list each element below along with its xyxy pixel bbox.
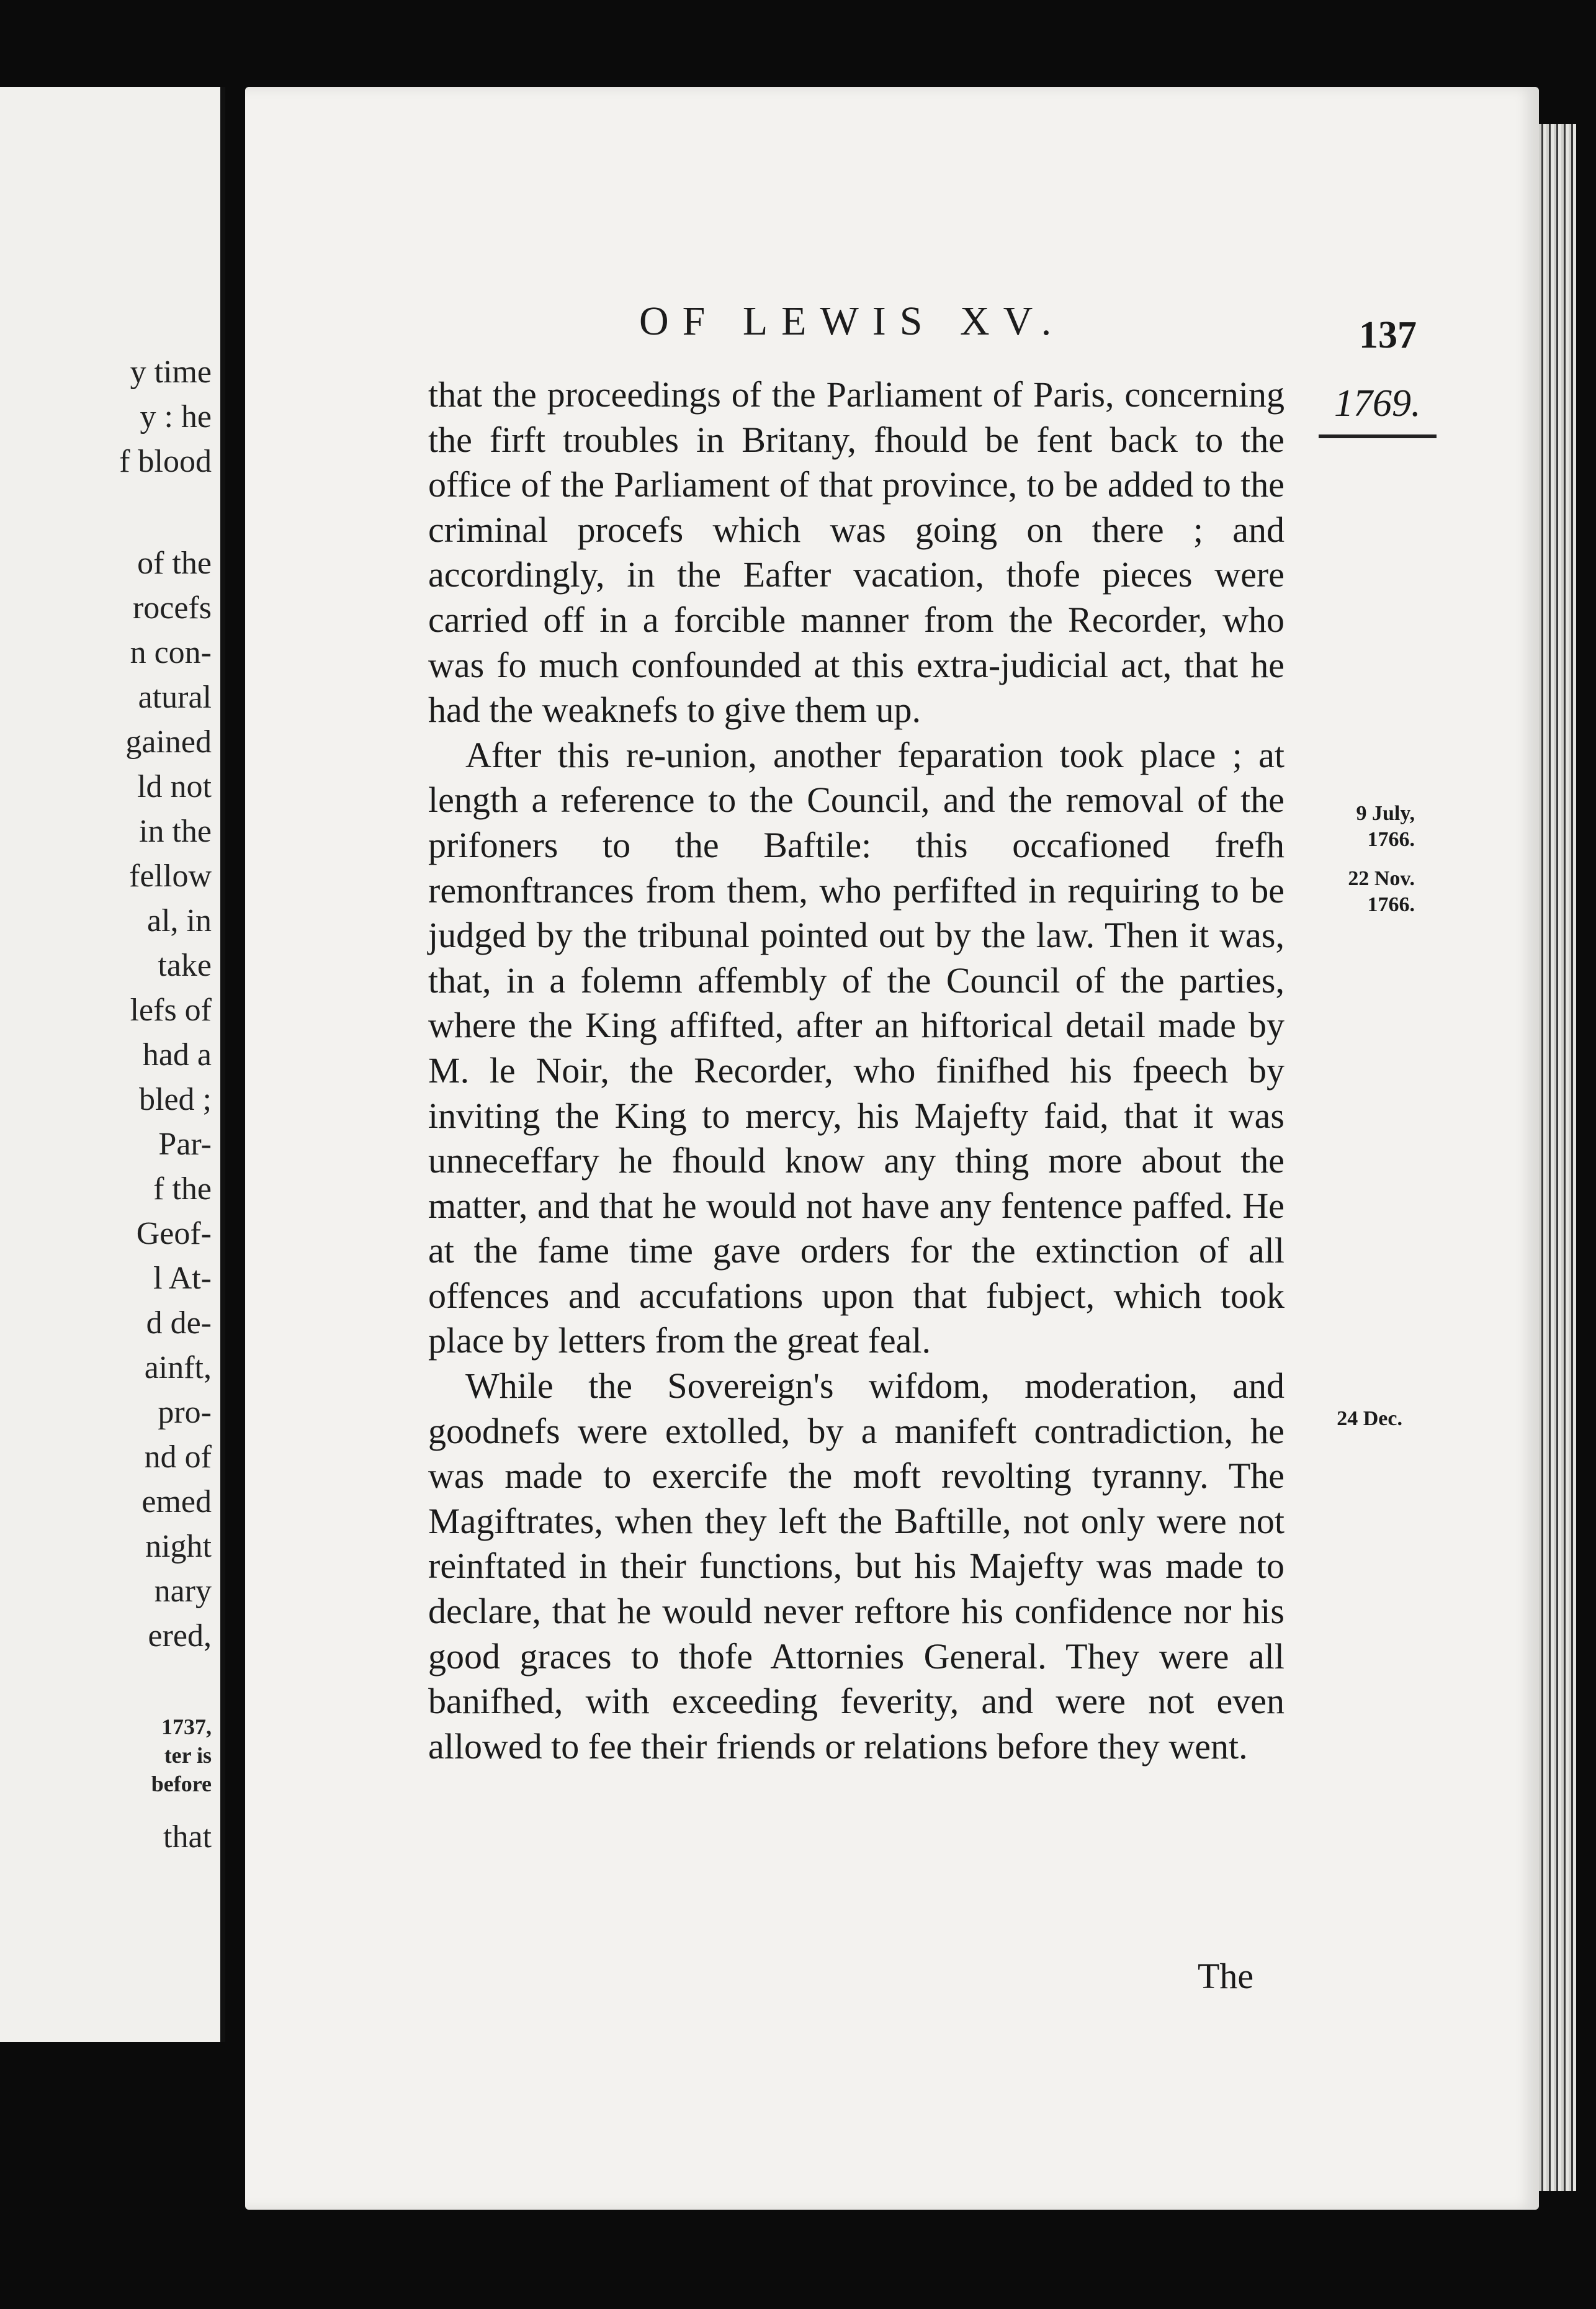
margin-note-line: 9 July, [1356, 802, 1415, 825]
catchword: The [1198, 1956, 1254, 1996]
margin-note [1297, 1406, 1402, 1432]
left-line: in the [139, 814, 212, 849]
left-line: nd of [144, 1439, 212, 1475]
left-line: al, in [147, 903, 212, 938]
left-line: ainft, [144, 1350, 212, 1385]
left-note: before [151, 1771, 212, 1796]
left-line: Par- [158, 1127, 212, 1162]
left-line: f the [153, 1171, 212, 1207]
left-line: d de- [146, 1305, 212, 1341]
paragraph: While the Sovereign's wifdom, moderation, and goodnefs were extolled, by a manifeft contradiction, he was made to exercife the moft revolting tyranny. The Magiftrates, when they left the Baftille, not only were not reinftated in their functions, but his Majefty was made to declare, that he would never reftore his confidence nor his good graces to thofe Attornies General. They were all banifhed, with exceeding feverity, and were not even allowed to fee their friends or relations before they went. [428, 1366, 1284, 1767]
margin-note-line: 1766. [1367, 828, 1415, 851]
margin-note-line: 22 Nov. [1348, 867, 1415, 890]
left-line: pro- [158, 1395, 212, 1430]
left-line: of the [137, 546, 212, 581]
left-note: 1737, [161, 1714, 212, 1739]
left-line: had a [142, 1037, 212, 1073]
body-text [428, 372, 1284, 1769]
left-line: fellow [129, 858, 212, 894]
left-line: Geof- [136, 1216, 212, 1251]
left-line: emed [141, 1484, 212, 1519]
left-note: ter is [164, 1743, 212, 1768]
margin-note [1309, 866, 1415, 918]
left-line: f blood [119, 444, 212, 479]
left-line: night [145, 1529, 212, 1564]
left-line: ld not [137, 769, 212, 804]
left-line: y : he [140, 399, 212, 434]
left-line: gained [125, 724, 212, 760]
left-line: rocefs [132, 590, 212, 626]
margin-note-line: 1766. [1367, 893, 1415, 916]
left-line: nary [154, 1573, 212, 1609]
left-line: y time [130, 354, 212, 390]
left-line: atural [138, 680, 212, 715]
year-rule [1319, 434, 1437, 438]
margin-note-line: 24 Dec. [1337, 1407, 1402, 1430]
margin-note [1316, 801, 1415, 853]
year-marker: 1769. [1334, 382, 1421, 425]
left-line: that [163, 1819, 212, 1855]
page-edges [1539, 124, 1576, 2191]
left-line: l At- [153, 1261, 212, 1296]
left-line: take [158, 948, 212, 983]
left-line: n con- [130, 635, 212, 670]
left-line: bled ; [139, 1082, 212, 1117]
left-line: lefs of [130, 992, 212, 1028]
left-facing-page [0, 87, 225, 2042]
page-number: 137 [1359, 314, 1417, 356]
left-line: ered, [148, 1618, 212, 1654]
running-head: OF LEWIS XV. [639, 299, 1065, 344]
paragraph: After this re-union, another feparation took place ; at length a reference to the Council, and the removal of the prifoners to the Baftile: this occafioned frefh remonftrances from them, who perfifted in requiring to be judged by the tribunal pointed out by the law. Then it was, that, in a folemn affembly of the Council of the parties, where the King affifted, after an hiftorical detail made by M. le Noir, the Recorder, who finifhed his fpeech by inviting the King to mercy, his Majefty faid, that it was unneceffary he fhould know any thing more about the matter, and that he would not have any fentence paffed. He at the fame time gave orders for the extinction of all offences and accufations upon that fubject, which took place by letters from the great feal. [428, 734, 1284, 1361]
paragraph: that the proceedings of the Parliament of Paris, concerning the firft troubles in Britany, fhould be fent back to the office of the Parliament of that province, to be added to the criminal procefs which was going on there ; and accordingly, in the Eafter vacation, thofe pieces were carried off in a forcible manner from the Recorder, who was fo much confounded at this extra-judicial act, that he had the weaknefs to give them up. [428, 374, 1284, 731]
